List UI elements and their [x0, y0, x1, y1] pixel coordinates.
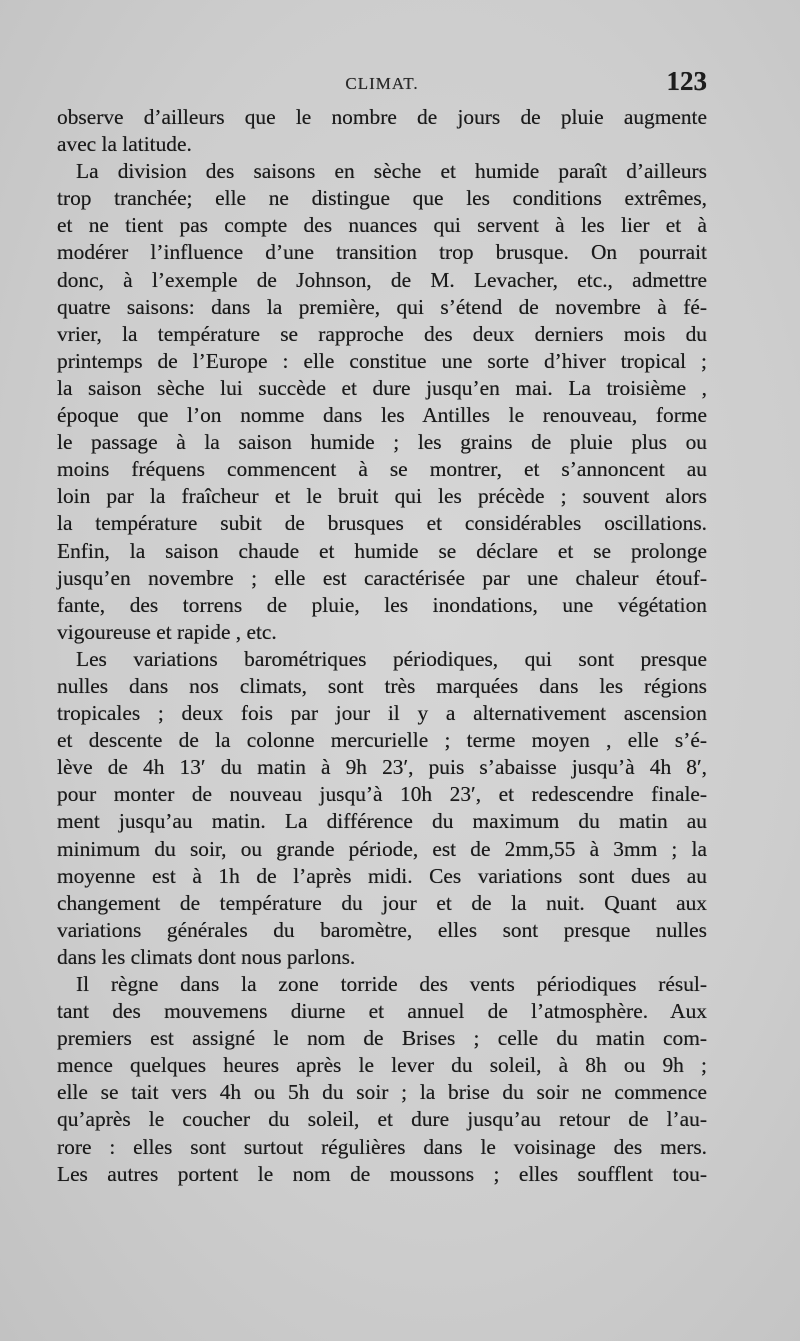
text-line: le passage à la saison humide ; les grains de pluie plus ou: [57, 430, 707, 455]
text-line: modérer l’influence d’une transition trop brusque. On pourrait: [57, 240, 707, 265]
text-line: vigoureuse et rapide , etc.: [57, 619, 277, 644]
text-line: jusqu’en novembre ; elle est caractérisée par une chaleur étouf-: [57, 565, 707, 590]
text-line: rore : elles sont surtout régulières dans le voisinage des mers.: [57, 1134, 707, 1159]
text-line: moins fréquens commencent à se montrer, et s’annoncent au: [57, 457, 707, 482]
page-number: 123: [666, 66, 707, 96]
text-line: observe d’ailleurs que le nombre de jours de pluie augmente: [57, 105, 707, 129]
text-line: époque que l’on nomme dans les Antilles le renouveau, forme: [57, 403, 707, 428]
text-line: Enfin, la saison chaude et humide se déclare et se prolonge: [57, 538, 707, 563]
text-line: moyenne est à 1h de l’après midi. Ces variations sont dues au: [57, 863, 707, 888]
text-line: trop tranchée; elle ne distingue que les conditions extrêmes,: [57, 186, 707, 211]
text-line: avec la latitude.: [57, 132, 192, 157]
body-text: [57, 104, 707, 1188]
paragraph-first-line: La division des saisons en sèche et humide paraît d’ailleurs: [76, 159, 707, 184]
text-line: donc, à l’exemple de Johnson, de M. Levacher, etc., admettre: [57, 267, 707, 292]
text-line: fante, des torrens de pluie, les inondations, une végétation: [57, 592, 707, 617]
text-line: tropicales ; deux fois par jour il y a alternativement ascension: [57, 701, 707, 726]
text-line: pour monter de nouveau jusqu’à 10h 23′, et redescendre finale-: [57, 782, 707, 807]
text-line: Les autres portent le nom de moussons ; elles soufflent tou-: [57, 1161, 707, 1186]
text-line: dans les climats dont nous parlons.: [57, 944, 356, 969]
text-line: tant des mouvemens diurne et annuel de l’atmosphère. Aux: [57, 999, 707, 1024]
paragraph-first-line: Les variations barométriques périodiques, qui sont presque: [76, 646, 707, 671]
text-line: ment jusqu’au matin. La différence du maximum du matin au: [57, 809, 707, 834]
text-line: et ne tient pas compte des nuances qui servent à les lier et à: [57, 213, 707, 238]
text-line: lève de 4h 13′ du matin à 9h 23′, puis s’abaisse jusqu’à 4h 8′,: [57, 755, 707, 780]
paragraph-first-line: Il règne dans la zone torride des vents périodiques résul-: [76, 972, 707, 996]
text-line: loin par la fraîcheur et le bruit qui les précède ; souvent alors: [57, 484, 707, 509]
text-line: la saison sèche lui succède et dure jusqu’en mai. La troisième ,: [57, 375, 707, 400]
text-line: la température subit de brusques et considérables oscillations.: [57, 511, 707, 536]
text-line: printemps de l’Europe : elle constitue une sorte d’hiver tropical ;: [57, 348, 707, 373]
text-line: elle se tait vers 4h ou 5h du soir ; la brise du soir ne commence: [57, 1080, 707, 1105]
text-line: quatre saisons: dans la première, qui s’étend de novembre à fé-: [57, 294, 707, 319]
page-header: [57, 66, 707, 100]
text-line: vrier, la température se rapproche des deux derniers mois du: [57, 321, 707, 346]
running-title: CLIMAT.: [345, 74, 419, 93]
text-line: nulles dans nos climats, sont très marquées dans les régions: [57, 673, 707, 698]
text-line: et descente de la colonne mercurielle ; terme moyen , elle s’é-: [57, 728, 707, 753]
text-line: qu’après le coucher du soleil, et dure jusqu’au retour de l’au-: [57, 1107, 707, 1132]
text-line: changement de température du jour et de la nuit. Quant aux: [57, 890, 707, 915]
text-line: premiers est assigné le nom de Brises ; celle du matin com-: [57, 1026, 707, 1051]
text-line: minimum du soir, ou grande période, est de 2mm,55 à 3mm ; la: [57, 836, 707, 861]
text-line: variations générales du baromètre, elles sont presque nulles: [57, 917, 707, 942]
text-line: mence quelques heures après le lever du soleil, à 8h ou 9h ;: [57, 1053, 707, 1078]
